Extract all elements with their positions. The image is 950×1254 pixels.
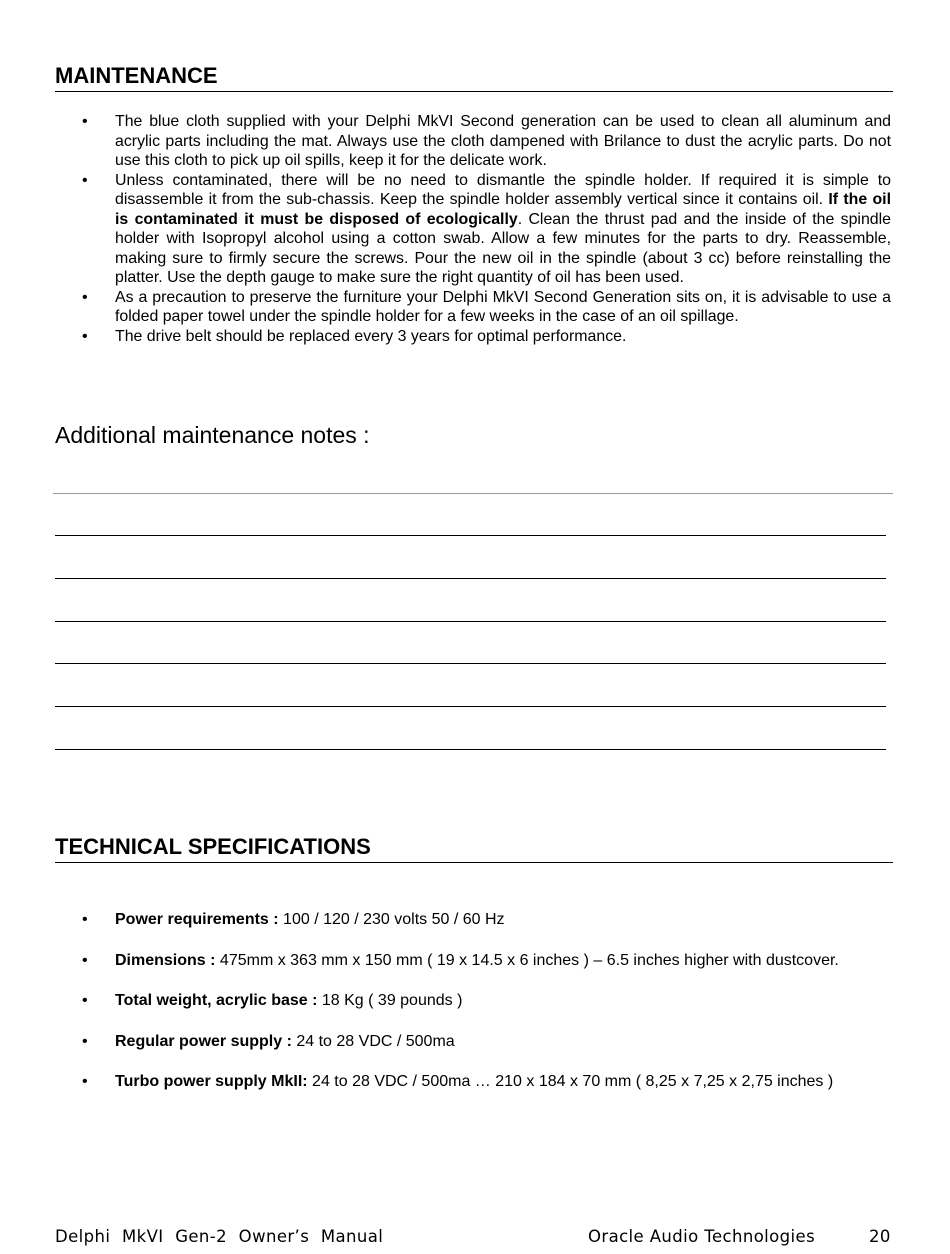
bullet-icon: • [82, 288, 88, 306]
bullet-icon: • [82, 1032, 88, 1050]
notes-title: Additional maintenance notes : [55, 422, 370, 448]
list-item [55, 327, 891, 347]
maintenance-bullet-text-continued: . Clean the thrust pad and the inside of the spindle holder with Isopropyl alcohol using a cotton swab. Allow a few minutes for the parts to dry. Reassemble, making sure to firmly secure the screws. Pour the new oil in the spindle (about 3 cc) before reinstalling the platter. Use the depth gauge to make sure the right quantity of oil has been used. [115, 210, 891, 286]
spec-item [55, 1071, 891, 1093]
note-line[interactable] [55, 535, 886, 536]
bullet-icon: • [82, 171, 88, 189]
note-line[interactable] [55, 621, 886, 622]
spec-label: Regular power supply : [115, 1032, 292, 1050]
list-item [55, 288, 891, 327]
specs-list [55, 909, 891, 1112]
bullet-icon: • [82, 113, 88, 130]
bullet-icon: • [82, 992, 88, 1009]
spec-item [55, 990, 891, 1012]
bullet-icon: • [82, 951, 88, 969]
spec-item [55, 950, 891, 972]
spec-value: 100 / 120 / 230 volts 50 / 60 Hz [278, 911, 505, 928]
spec-value: 24 to 28 VDC / 500ma [291, 1032, 455, 1050]
spec-value: 24 to 28 VDC / 500ma … 210 x 184 x 70 mm ( 8,25 x 7,25 x 2,75 inches ) [307, 1073, 834, 1090]
list-item [55, 171, 891, 288]
list-item [55, 112, 891, 171]
note-line[interactable] [55, 663, 886, 664]
spec-value: 18 Kg ( 39 pounds ) [317, 992, 463, 1009]
maintenance-bullet-text: As a precaution to preserve the furniture your Delphi MkVI Second Generation sits on, it is advisable to use a folded paper towel under the spindle holder for a few weeks in the case of an oil spillage. [115, 288, 891, 325]
bullet-icon: • [82, 327, 88, 345]
maintenance-heading: MAINTENANCE [55, 63, 893, 92]
spec-label: Power requirements : [115, 911, 279, 928]
footer-company: Oracle Audio Technologies [588, 1227, 816, 1246]
note-line[interactable] [55, 749, 886, 750]
spec-label: Total weight, acrylic base : [115, 992, 318, 1009]
note-line[interactable] [55, 706, 886, 707]
maintenance-list [55, 112, 891, 346]
spec-label: Dimensions : [115, 951, 216, 969]
page-number: 20 [869, 1227, 891, 1246]
spec-value: 475mm x 363 mm x 150 mm ( 19 x 14.5 x 6 inches ) – 6.5 inches higher with dustcover. [215, 951, 839, 969]
notes-divider [53, 493, 893, 494]
spec-label: Turbo power supply MkII: [115, 1073, 308, 1090]
bullet-icon: • [82, 911, 88, 928]
bullet-icon: • [82, 1073, 88, 1090]
specs-heading: TECHNICAL SPECIFICATIONS [55, 834, 893, 863]
maintenance-bullet-text: The drive belt should be replaced every 3 years for optimal performance. [115, 327, 627, 345]
spec-item [55, 909, 891, 931]
note-line[interactable] [55, 578, 886, 579]
maintenance-bullet-text: Unless contaminated, there will be no need to dismantle the spindle holder. If required it is simple to disassemble it from the sub-chassis. Keep the spindle holder assembly vertical since it contains oil. [115, 171, 891, 208]
footer-manual-title: Delphi MkVI Gen-2 Owner’s Manual [55, 1227, 384, 1246]
maintenance-bullet-bold-text: If the oil is contaminated it must be disposed of ecologically [115, 191, 891, 228]
maintenance-bullet-text: The blue cloth supplied with your Delphi MkVI Second generation can be used to clean all aluminum and acrylic parts including the mat. Always use the cloth dampened with Brilance to dust the acrylic parts. Do not use this cloth to pick up oil spills, keep it for the delicate work. [115, 113, 891, 169]
spec-item [55, 1031, 891, 1053]
